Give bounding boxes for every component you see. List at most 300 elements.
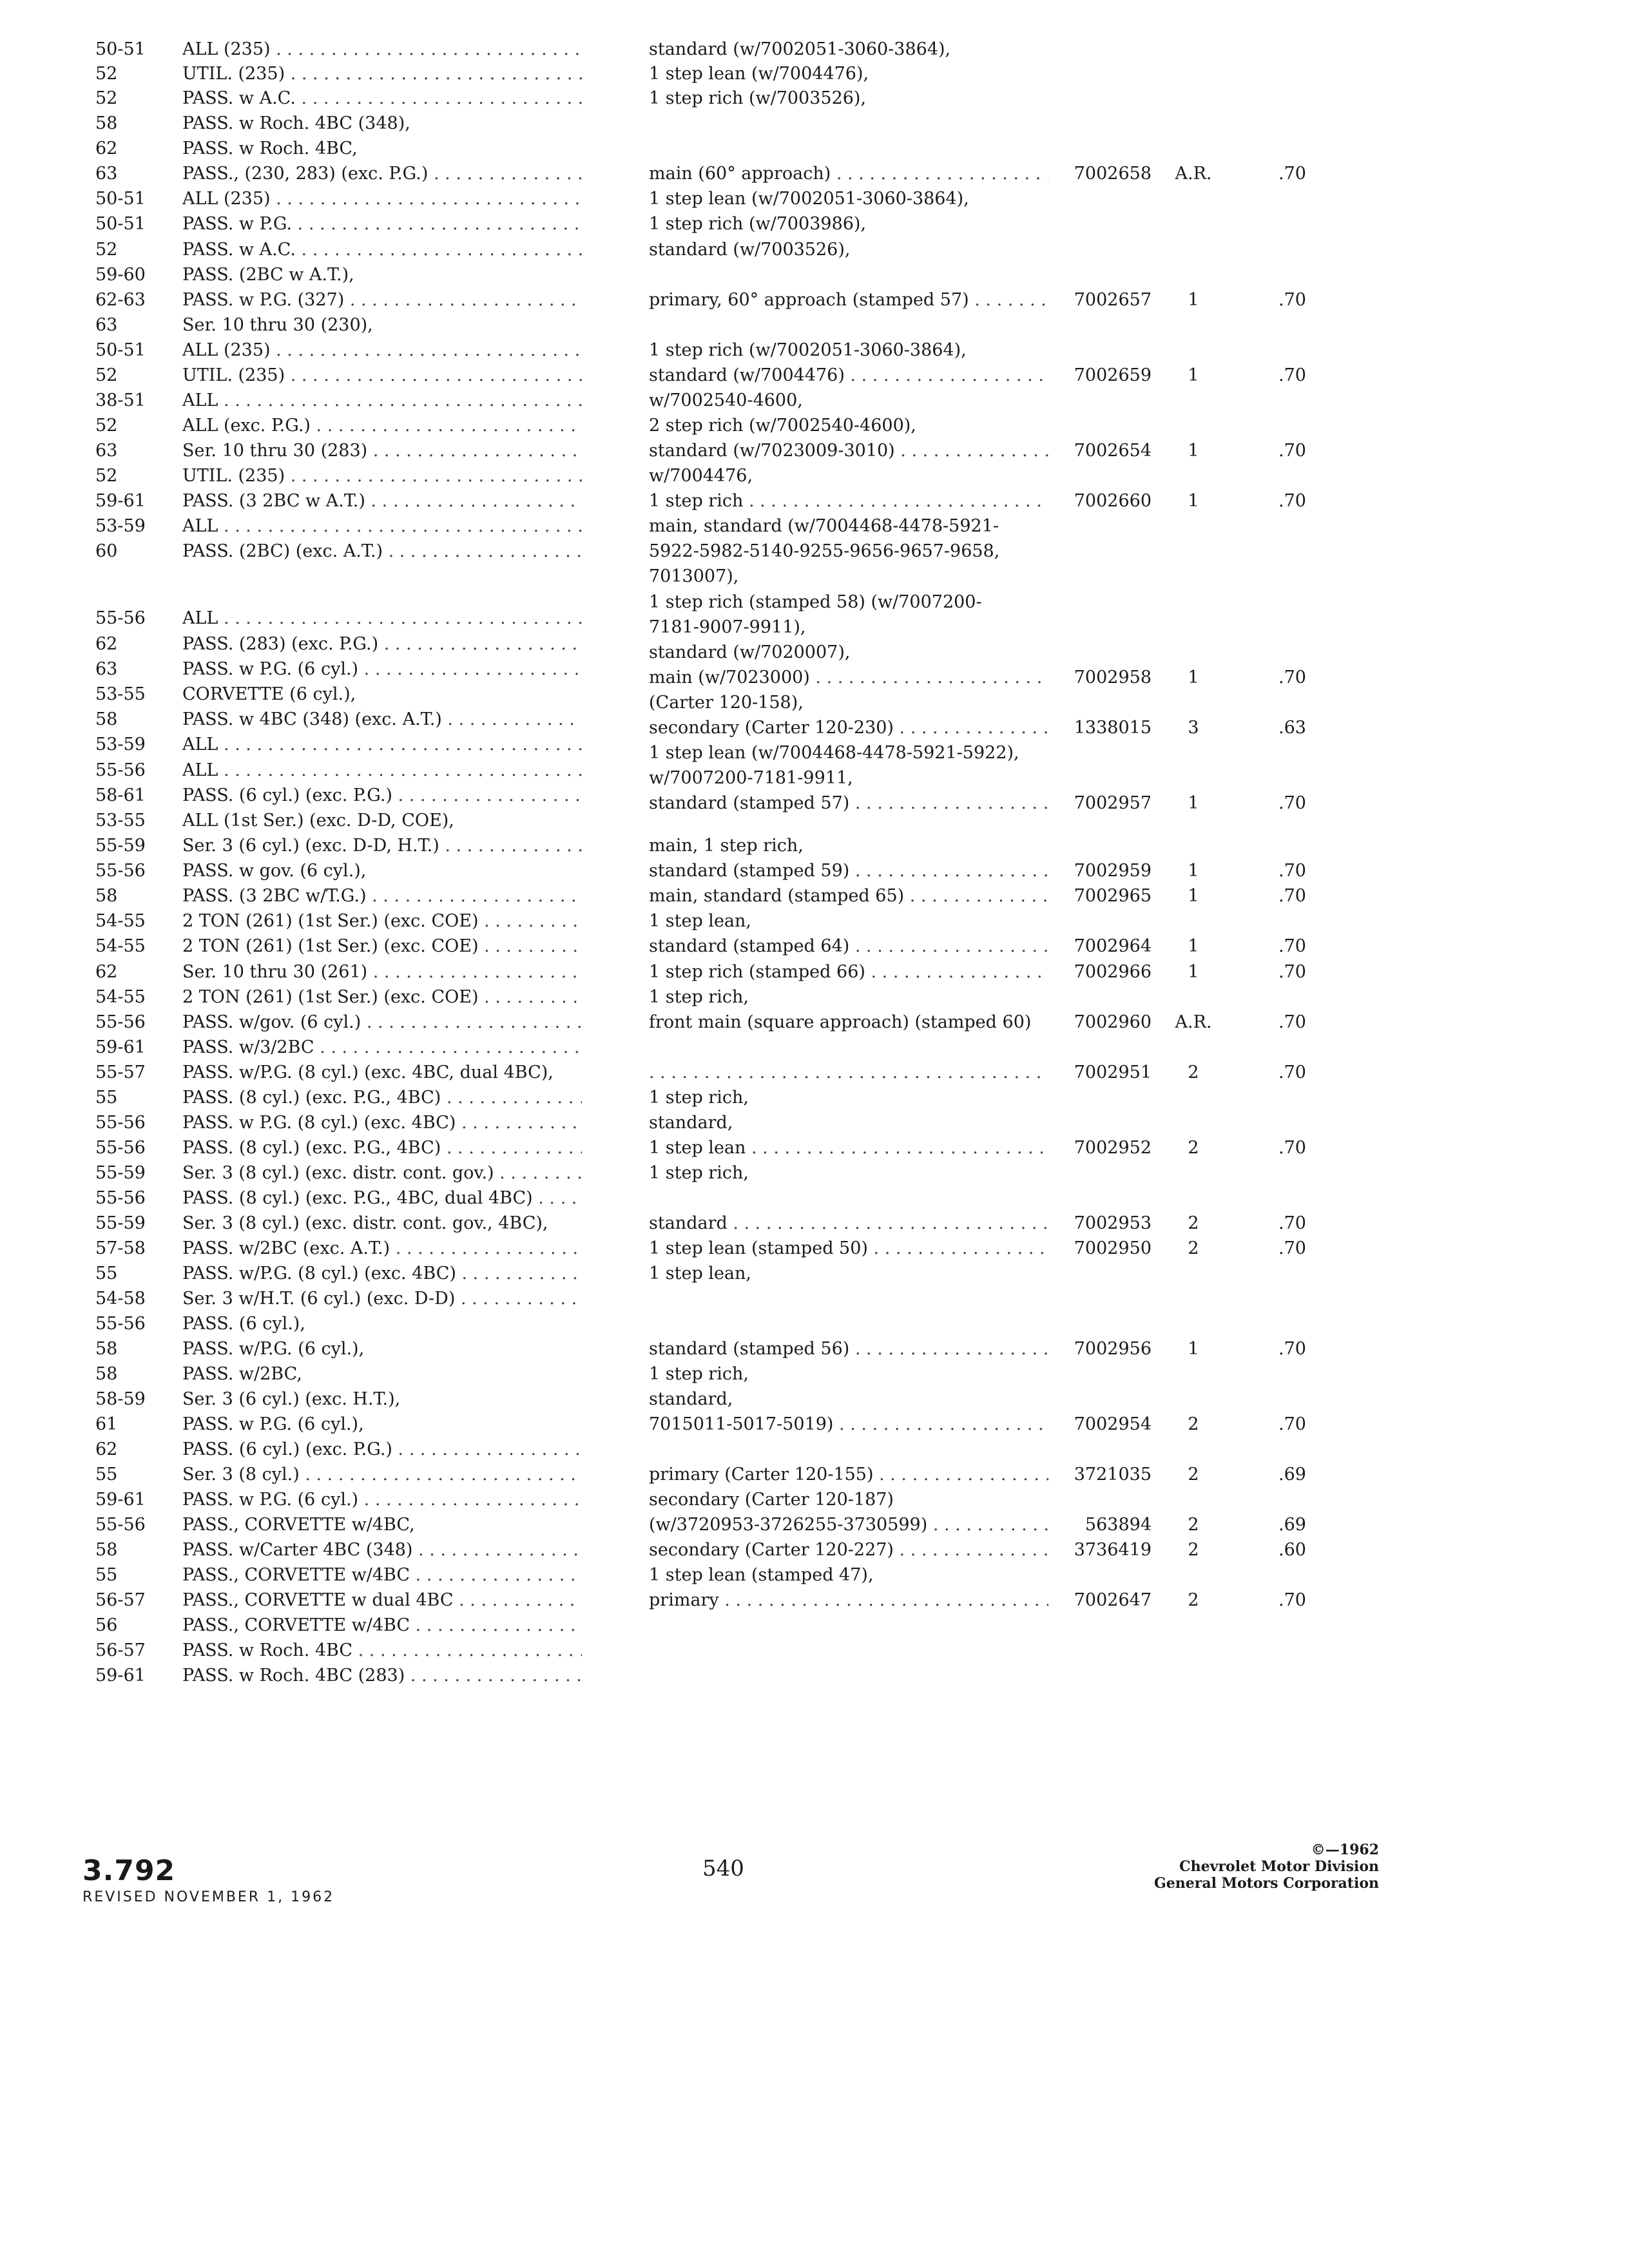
application-row: [95, 1236, 585, 1262]
application-description: Ser. 3 (8 cyl.) . . .: [182, 1462, 582, 1488]
application-row: [95, 1412, 585, 1437]
revision-date: REVISED NOVEMBER 1, 1962: [82, 1889, 335, 1905]
model-year: 58: [95, 1364, 118, 1384]
part-row: [649, 908, 1306, 934]
model-year: 52: [95, 64, 118, 84]
part-row: [649, 1010, 1306, 1035]
application-description: PASS. w P.G. . . .: [182, 211, 582, 237]
application-row: [95, 1387, 585, 1412]
application-description: PASS. w/P.G. (8 cyl.) (exc. 4BC, dual 4BC),: [182, 1062, 554, 1082]
model-year: 55-56: [95, 1188, 146, 1208]
part-description: 1 step rich (stamped 58) (w/7007200-: [649, 592, 982, 612]
model-year: 62: [95, 1439, 118, 1459]
part-description: main (60° approach) . . .: [649, 161, 1048, 187]
application-row: [95, 1361, 585, 1387]
model-year: 50-51: [95, 39, 146, 59]
model-year: 60: [95, 541, 118, 561]
model-year: 54-55: [95, 936, 146, 956]
quantity: 1: [1188, 668, 1199, 687]
application-description: ALL . . .: [182, 732, 582, 758]
application-row: [95, 1562, 585, 1588]
application-description: ALL . . .: [182, 606, 582, 631]
part-description: 5922-5982-5140-9255-9656-9657-9658,: [649, 541, 1000, 561]
part-number: 7002660: [1074, 491, 1152, 511]
quantity: A.R.: [1175, 164, 1212, 184]
quantity: 2: [1188, 1515, 1199, 1535]
part-row: [649, 438, 1306, 464]
part-number: 3736419: [1074, 1540, 1152, 1560]
application-description: ALL (235) . . .: [182, 37, 582, 62]
application-description: PASS. w A.C. . . .: [182, 86, 582, 111]
price: .70: [1278, 1012, 1306, 1032]
application-row: [95, 86, 585, 111]
quantity: 1: [1188, 290, 1199, 310]
model-year: 53-55: [95, 811, 146, 831]
application-row: [95, 732, 585, 758]
application-description: PASS. w/P.G. (8 cyl.) (exc. 4BC) . . .: [182, 1261, 582, 1287]
model-year: 50-51: [95, 214, 146, 234]
model-year: 58-59: [95, 1389, 146, 1409]
application-description: PASS. (8 cyl.) (exc. P.G., 4BC) . . .: [182, 1085, 582, 1111]
part-number: 7002647: [1074, 1590, 1152, 1610]
part-number: 7002956: [1074, 1339, 1152, 1359]
application-row: [95, 1010, 585, 1035]
application-description: PASS. w/gov. (6 cyl.) . . .: [182, 1010, 582, 1035]
application-description: PASS. w Roch. 4BC,: [182, 139, 358, 159]
part-row: [649, 1085, 1306, 1111]
quantity: 1: [1188, 886, 1199, 906]
part-description: main, 1 step rich,: [649, 836, 804, 856]
price: .70: [1278, 1238, 1306, 1258]
model-year: 50-51: [95, 189, 146, 209]
quantity: 1: [1188, 962, 1199, 982]
application-row: [95, 1035, 585, 1061]
model-year: 62: [95, 962, 118, 982]
part-row: [649, 615, 1306, 640]
part-description: main (w/7023000) . . .: [649, 665, 1048, 691]
part-number: 563894: [1084, 1515, 1152, 1535]
application-row: [95, 262, 585, 288]
part-row: [649, 883, 1306, 909]
part-description: standard,: [649, 1113, 733, 1133]
part-row: [649, 665, 1306, 691]
application-description: ALL (235) . . .: [182, 338, 582, 363]
part-number: 3721035: [1074, 1465, 1152, 1485]
part-description: standard (w/7003526),: [649, 240, 851, 260]
part-row: [649, 1487, 1306, 1513]
part-number: 7002659: [1074, 365, 1152, 385]
part-description: 1 step lean (w/7004468-4478-5921-5922),: [649, 743, 1019, 763]
model-year: 58-61: [95, 785, 146, 805]
price: .70: [1278, 164, 1306, 184]
application-description: PASS. w/Carter 4BC (348) . . .: [182, 1537, 582, 1563]
application-row: [95, 1286, 585, 1312]
model-year: 55-56: [95, 1314, 146, 1334]
application-description: Ser. 3 (8 cyl.) (exc. distr. cont. gov., 4BC),: [182, 1213, 548, 1233]
part-description: (Carter 120-158),: [649, 693, 804, 713]
quantity: 2: [1188, 1238, 1199, 1258]
price: .70: [1278, 1414, 1306, 1434]
application-description: PASS. w/3/2BC . . .: [182, 1035, 582, 1061]
application-description: PASS., CORVETTE w/4BC . . .: [182, 1613, 582, 1639]
copyright-year: ©—1962: [1311, 1841, 1379, 1858]
part-number: 7002654: [1074, 441, 1152, 461]
part-description: 1 step rich,: [649, 1163, 749, 1183]
part-row: [649, 765, 1306, 791]
application-row: [95, 514, 585, 539]
part-description: front main (square approach) (stamped 60): [649, 1012, 1032, 1032]
part-description: standard,: [649, 1389, 733, 1409]
part-row: [649, 1412, 1306, 1437]
price: .63: [1278, 718, 1306, 738]
application-description: PASS., CORVETTE w/4BC . . .: [182, 1562, 582, 1588]
model-year: 59-60: [95, 265, 146, 285]
quantity: 2: [1188, 1465, 1199, 1485]
application-row: [95, 1135, 585, 1161]
application-description: ALL (1st Ser.) (exc. D-D, COE),: [182, 811, 454, 831]
application-description: Ser. 3 (8 cyl.) (exc. distr. cont. gov.) . . .: [182, 1160, 582, 1186]
part-row: [649, 934, 1306, 959]
part-row: [649, 539, 1306, 564]
model-year: 55: [95, 1565, 118, 1585]
part-description: main, standard (stamped 65) . . .: [649, 883, 1048, 909]
model-year: 55-59: [95, 836, 146, 856]
model-year: 58: [95, 886, 118, 906]
model-year: 52: [95, 365, 118, 385]
model-year: 52: [95, 240, 118, 260]
part-description: 1 step rich . . .: [649, 488, 1048, 514]
quantity: 1: [1188, 441, 1199, 461]
part-number: 7002950: [1074, 1238, 1152, 1258]
application-description: Ser. 10 thru 30 (230),: [182, 315, 373, 335]
part-row: [649, 488, 1306, 514]
application-row: [95, 934, 585, 959]
part-row: [649, 985, 1306, 1010]
application-description: PASS. w P.G. (6 cyl.) . . .: [182, 1487, 582, 1513]
model-year: 53-59: [95, 516, 146, 536]
page-number: 540: [702, 1856, 744, 1881]
application-description: PASS. (3 2BC w A.T.) . . .: [182, 488, 582, 514]
application-row: [95, 37, 585, 62]
application-row: [95, 758, 585, 783]
part-description: secondary (Carter 120-227) . . .: [649, 1537, 1048, 1563]
part-row: [649, 1060, 1306, 1086]
model-year: 54-55: [95, 987, 146, 1007]
part-row: [649, 791, 1306, 816]
application-row: [95, 808, 585, 834]
part-row: [649, 237, 1306, 263]
part-row: [649, 1361, 1306, 1387]
model-year: 55-59: [95, 1213, 146, 1233]
quantity: 2: [1188, 1540, 1199, 1560]
application-description: PASS. (283) (exc. P.G.) . . .: [182, 631, 582, 657]
price: .70: [1278, 290, 1306, 310]
part-number: 7002957: [1074, 793, 1152, 813]
part-row: [649, 715, 1306, 741]
part-row: [649, 959, 1306, 985]
part-row: [649, 211, 1306, 237]
application-row: [95, 1588, 585, 1613]
model-year: 53-55: [95, 684, 146, 704]
application-description: UTIL. (235) . . .: [182, 463, 582, 489]
application-description: UTIL. (235) . . .: [182, 363, 582, 389]
application-row: [95, 1512, 585, 1538]
part-row: [649, 1211, 1306, 1236]
application-description: PASS. w/2BC (exc. A.T.) . . .: [182, 1236, 582, 1262]
application-description: Ser. 3 (6 cyl.) (exc. H.T.),: [182, 1389, 401, 1409]
part-description: 2 step rich (w/7002540-4600),: [649, 416, 916, 436]
part-description: standard (w/7002051-3060-3864),: [649, 39, 951, 59]
quantity: A.R.: [1175, 1012, 1212, 1032]
part-number: 1338015: [1074, 718, 1152, 738]
part-row: [649, 363, 1306, 389]
model-year: 58: [95, 113, 118, 133]
model-year: 59-61: [95, 1490, 146, 1510]
application-description: PASS. w Roch. 4BC (283) . . .: [182, 1663, 582, 1689]
model-year: 52: [95, 466, 118, 486]
application-description: PASS. (8 cyl.) (exc. P.G., 4BC) . . .: [182, 1135, 582, 1161]
model-year: 62: [95, 634, 118, 654]
application-description: PASS. w/2BC,: [182, 1364, 302, 1384]
application-row: [95, 1110, 585, 1136]
application-description: PASS. w P.G. (327) . . .: [182, 287, 582, 313]
part-row: [649, 740, 1306, 766]
application-row: [95, 312, 585, 338]
application-description: 2 TON (261) (1st Ser.) (exc. COE) . . .: [182, 934, 582, 959]
quantity: 2: [1188, 1590, 1199, 1610]
application-row: [95, 657, 585, 682]
part-description: standard (stamped 56) . . .: [649, 1336, 1048, 1362]
application-description: PASS. (6 cyl.) (exc. P.G.) . . .: [182, 783, 582, 809]
application-row: [95, 1160, 585, 1186]
application-row: [95, 833, 585, 859]
part-row: [649, 590, 1306, 615]
model-year: 55-59: [95, 1163, 146, 1183]
application-row: [95, 1487, 585, 1513]
application-row: [95, 111, 585, 137]
part-row: [649, 1537, 1306, 1563]
application-row: [95, 237, 585, 263]
part-description: 1 step rich,: [649, 987, 749, 1007]
application-row: [95, 1186, 585, 1211]
application-row: [95, 883, 585, 909]
part-description: 1 step rich,: [649, 1364, 749, 1384]
part-description: 1 step rich (w/7002051-3060-3864),: [649, 340, 967, 360]
application-row: [95, 211, 585, 237]
quantity: 1: [1188, 491, 1199, 511]
part-row: [649, 61, 1306, 87]
part-description: standard . . .: [649, 1211, 1048, 1236]
model-year: 52: [95, 416, 118, 436]
application-description: PASS., CORVETTE w/4BC,: [182, 1515, 415, 1535]
part-row: [649, 1236, 1306, 1262]
application-row: [95, 363, 585, 389]
application-description: PASS. (2BC) (exc. A.T.) . . .: [182, 539, 582, 564]
application-row: [95, 413, 585, 439]
application-description: PASS., (230, 283) (exc. P.G.) . . .: [182, 161, 582, 187]
part-description: w/7004476,: [649, 466, 753, 486]
application-row: [95, 1663, 585, 1689]
part-description: 7013007),: [649, 566, 739, 586]
application-row: [95, 1537, 585, 1563]
part-row: [649, 1261, 1306, 1287]
application-row: [95, 388, 585, 414]
model-year: 55: [95, 1264, 118, 1283]
model-year: 55-56: [95, 1012, 146, 1032]
application-row: [95, 287, 585, 313]
application-row: [95, 161, 585, 187]
application-description: PASS. w gov. (6 cyl.),: [182, 861, 367, 881]
application-row: [95, 539, 585, 564]
application-row: [95, 338, 585, 363]
part-description: 1 step rich (w/7003526),: [649, 88, 867, 108]
part-row: [649, 86, 1306, 111]
application-row: [95, 438, 585, 464]
corporation-name: General Motors Corporation: [1153, 1875, 1379, 1892]
model-year: 54-58: [95, 1289, 146, 1309]
application-description: ALL . . .: [182, 758, 582, 783]
application-row: [95, 1060, 585, 1086]
price: .60: [1278, 1540, 1306, 1560]
model-year: 55-57: [95, 1062, 146, 1082]
part-row: [649, 338, 1306, 363]
part-description: 1 step rich (stamped 66) . . .: [649, 959, 1048, 985]
application-description: PASS. w P.G. (6 cyl.),: [182, 1414, 364, 1434]
part-number: 7002951: [1074, 1062, 1152, 1082]
part-row: [649, 858, 1306, 884]
application-description: Ser. 3 w/H.T. (6 cyl.) (exc. D-D) . . .: [182, 1286, 582, 1312]
part-row: [649, 640, 1306, 666]
part-row: [649, 463, 1306, 489]
application-description: PASS. (6 cyl.),: [182, 1314, 305, 1334]
part-row: [649, 833, 1306, 859]
model-year: 56: [95, 1615, 118, 1635]
application-description: 2 TON (261) (1st Ser.) (exc. COE) . . .: [182, 908, 582, 934]
part-number: 7002657: [1074, 290, 1152, 310]
application-row: [95, 783, 585, 809]
quantity: 2: [1188, 1138, 1199, 1158]
part-number: 7002964: [1074, 936, 1152, 956]
application-description: PASS. (6 cyl.) (exc. P.G.) . . .: [182, 1437, 582, 1463]
part-description: 1 step lean . . .: [649, 1135, 1048, 1161]
application-row: [95, 136, 585, 162]
application-row: [95, 682, 585, 707]
quantity: 1: [1188, 861, 1199, 881]
model-year: 55-56: [95, 1138, 146, 1158]
section-number: 3.792: [82, 1854, 176, 1887]
price: .70: [1278, 936, 1306, 956]
model-year: 50-51: [95, 340, 146, 360]
part-row: [649, 186, 1306, 212]
price: .70: [1278, 365, 1306, 385]
application-row: [95, 959, 585, 985]
quantity: 1: [1188, 1339, 1199, 1359]
part-description: 7015011-5017-5019) . . .: [649, 1412, 1048, 1437]
part-number: 7002954: [1074, 1414, 1152, 1434]
application-row: [95, 1336, 585, 1362]
application-description: PASS., CORVETTE w dual 4BC . . .: [182, 1588, 582, 1613]
part-description: [649, 1060, 1048, 1086]
price: .69: [1278, 1515, 1306, 1535]
part-row: [649, 287, 1306, 313]
part-description: 1 step lean (stamped 47),: [649, 1565, 874, 1585]
application-row: [95, 463, 585, 489]
application-description: PASS. (3 2BC w/T.G.) . . .: [182, 883, 582, 909]
model-year: 63: [95, 164, 118, 184]
part-description: standard (stamped 59) . . .: [649, 858, 1048, 884]
part-description: primary . . .: [649, 1588, 1048, 1613]
application-description: PASS. w A.C. . . .: [182, 237, 582, 263]
part-row: [649, 1562, 1306, 1588]
part-row: [649, 413, 1306, 439]
price: .70: [1278, 1590, 1306, 1610]
model-year: 61: [95, 1414, 118, 1434]
part-row: [649, 1160, 1306, 1186]
part-description: w/7007200-7181-9911,: [649, 768, 853, 788]
model-year: 38-51: [95, 390, 146, 410]
part-number: 7002959: [1074, 861, 1152, 881]
application-description: ALL . . .: [182, 514, 582, 539]
part-description: secondary (Carter 120-230) . . .: [649, 715, 1048, 741]
application-description: ALL (exc. P.G.) . . .: [182, 413, 582, 439]
application-description: Ser. 10 thru 30 (283) . . .: [182, 438, 582, 464]
part-description: standard (w/7004476) . . .: [649, 363, 1048, 389]
price: .70: [1278, 491, 1306, 511]
part-number: 7002658: [1074, 164, 1152, 184]
price: .69: [1278, 1465, 1306, 1485]
application-row: [95, 631, 585, 657]
model-year: 54-55: [95, 911, 146, 931]
application-row: [95, 1211, 585, 1236]
application-description: PASS. w 4BC (348) (exc. A.T.) . . .: [182, 707, 582, 733]
part-row: [649, 564, 1306, 590]
price: .70: [1278, 1062, 1306, 1082]
model-year: 59-61: [95, 1037, 146, 1057]
application-description: Ser. 10 thru 30 (261) . . .: [182, 959, 582, 985]
application-row: [95, 606, 585, 631]
part-number: 7002952: [1074, 1138, 1152, 1158]
model-year: 57-58: [95, 1238, 146, 1258]
part-description: standard (stamped 57) . . .: [649, 791, 1048, 816]
part-description: w/7002540-4600,: [649, 390, 803, 410]
model-year: 62-63: [95, 290, 146, 310]
model-year: 59-61: [95, 1666, 146, 1686]
part-row: [649, 690, 1306, 716]
model-year: 55: [95, 1465, 118, 1485]
part-number: 7002953: [1074, 1213, 1152, 1233]
part-row: [649, 388, 1306, 414]
part-description: standard (w/7020007),: [649, 642, 851, 662]
part-row: [649, 1588, 1306, 1613]
part-row: [649, 1387, 1306, 1412]
division-name: Chevrolet Motor Division: [1179, 1858, 1379, 1875]
model-year: 58: [95, 709, 118, 729]
application-description: ALL (235) . . .: [182, 186, 582, 212]
application-row: [95, 488, 585, 514]
application-description: PASS. w/P.G. (6 cyl.),: [182, 1339, 365, 1359]
quantity: 1: [1188, 365, 1199, 385]
application-row: [95, 858, 585, 884]
price: .70: [1278, 1138, 1306, 1158]
price: .70: [1278, 886, 1306, 906]
price: .70: [1278, 668, 1306, 687]
model-year: 55-56: [95, 1113, 146, 1133]
model-year: 59-61: [95, 491, 146, 511]
model-year: 63: [95, 659, 118, 679]
model-year: 55-56: [95, 760, 146, 780]
part-row: [649, 1512, 1306, 1538]
application-description: Ser. 3 (6 cyl.) (exc. D-D, H.T.) . . .: [182, 833, 582, 859]
